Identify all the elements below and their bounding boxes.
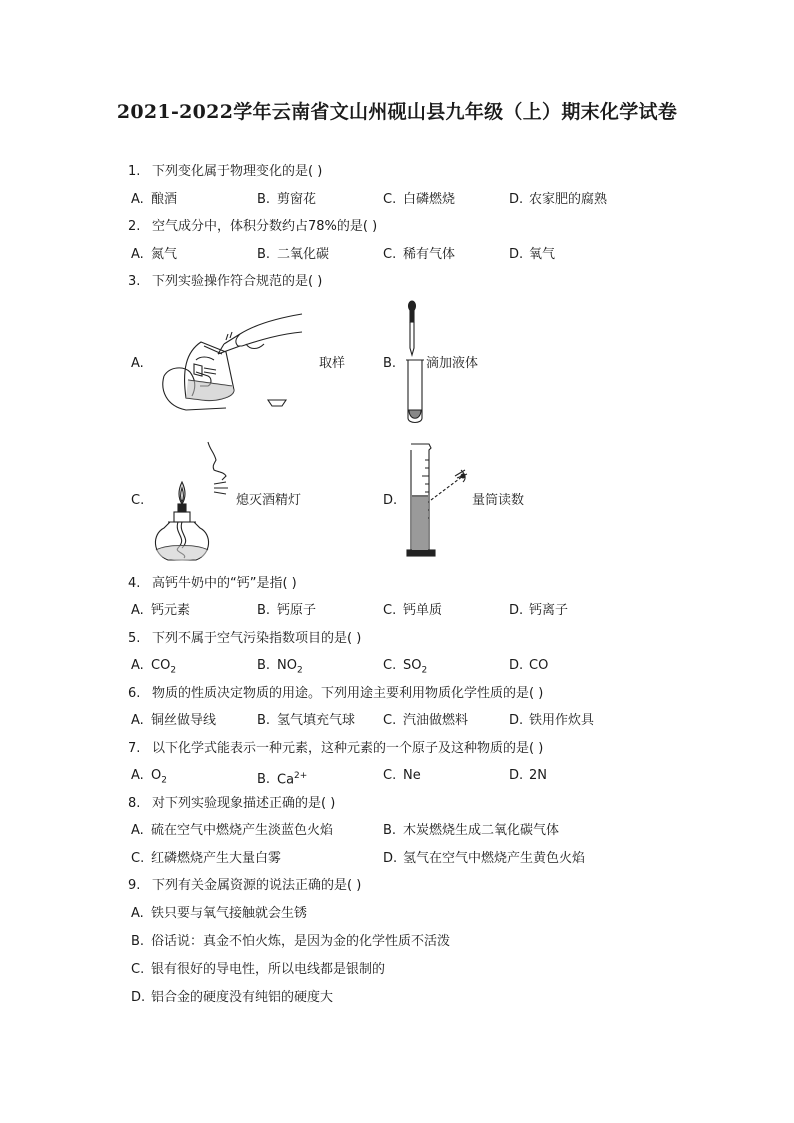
question-4: 4. 高钙牛奶中的“钙”是指( ) [128, 576, 297, 591]
option-c: C. 银有很好的导电性，所以电线都是银制的 [131, 962, 386, 977]
option-b: B. $Ca^{2+}$ [257, 771, 308, 788]
option-d: D. 2N [509, 768, 547, 783]
question-2: 2. 空气成分中，体积分数约占78%的是( ) [128, 219, 378, 234]
figure-a-caption: 取样 [319, 356, 346, 371]
option-a: A. 酿酒 [131, 192, 178, 207]
option-c: C. 稀有气体 [383, 247, 456, 262]
figure-d-letter: D. [383, 493, 398, 508]
alcohol-lamp-blow-icon [148, 438, 238, 568]
graduated-cylinder-eye-icon [405, 440, 475, 558]
figure-c-caption: 熄灭酒精灯 [236, 493, 302, 508]
figure-d-caption: 量筒读数 [472, 493, 525, 508]
option-c: C. 汽油做燃料 [383, 713, 469, 728]
option-a: A. 氮气 [131, 247, 178, 262]
option-d: D. 氢气在空气中燃烧产生黄色火焰 [383, 851, 586, 866]
option-b: B. 二氧化碳 [257, 247, 330, 262]
figure-a-letter: A. [131, 356, 144, 371]
option-d: D. 铝合金的硬度没有纯铝的硬度大 [131, 990, 334, 1005]
option-b: B. 俗话说：真金不怕火炼，是因为金的化学性质不活泼 [131, 934, 451, 949]
option-c: C. 红磷燃烧产生大量白雾 [131, 851, 282, 866]
option-b: B. 氢气填充气球 [257, 713, 356, 728]
option-c: C. 白磷燃烧 [383, 192, 456, 207]
question-3: 3. 下列实验操作符合规范的是( ) [128, 274, 323, 289]
option-b: B. 钙原子 [257, 603, 317, 618]
option-c: C. $SO_2$ [383, 658, 428, 676]
question-9: 9. 下列有关金属资源的说法正确的是( ) [128, 878, 362, 893]
option-a: A. $CO_2$ [131, 658, 177, 676]
option-a: A. 铜丝做导线 [131, 713, 217, 728]
option-d: D. 铁用作炊具 [509, 713, 595, 728]
hand-bottle-spatula-icon [156, 310, 306, 415]
option-b: B. 剪窗花 [257, 192, 317, 207]
option-d: D. 钙离子 [509, 603, 569, 618]
option-b: B. $NO_2$ [257, 658, 303, 676]
option-c: C. 钙单质 [383, 603, 443, 618]
option-d: D. CO [509, 658, 549, 673]
page-title: 2021-2022学年云南省文山州砚山县九年级（上）期末化学试卷 [116, 101, 678, 123]
question-number: 1. [128, 164, 141, 179]
option-d: D. 农家肥的腐熟 [509, 192, 608, 207]
option-d: D. 氧气 [509, 247, 556, 262]
question-6: 6. 物质的性质决定物质的用途。下列用途主要利用物质化学性质的是( ) [128, 686, 544, 701]
option-b: B. 木炭燃烧生成二氧化碳气体 [383, 823, 560, 838]
option-a: A. 铁只要与氧气接触就会生锈 [131, 906, 308, 921]
question-5: 5. 下列不属于空气污染指数项目的是( ) [128, 631, 362, 646]
question-7: 7. 以下化学式能表示一种元素，这种元素的一个原子及这种物质的是( ) [128, 741, 544, 756]
option-a: A. 钙元素 [131, 603, 191, 618]
figure-b-caption: 滴加液体 [426, 356, 479, 371]
figure-c-letter: C. [131, 493, 145, 508]
option-c: C. Ne [383, 768, 421, 783]
figure-b-letter: B. [383, 356, 397, 371]
option-a: A. 硫在空气中燃烧产生淡蓝色火焰 [131, 823, 334, 838]
question-8: 8. 对下列实验现象描述正确的是( ) [128, 796, 336, 811]
question-stem: 下列变化属于物理变化的是( ) [152, 164, 323, 179]
question-1 [128, 164, 322, 180]
option-a: A. $O_2$ [131, 768, 167, 786]
